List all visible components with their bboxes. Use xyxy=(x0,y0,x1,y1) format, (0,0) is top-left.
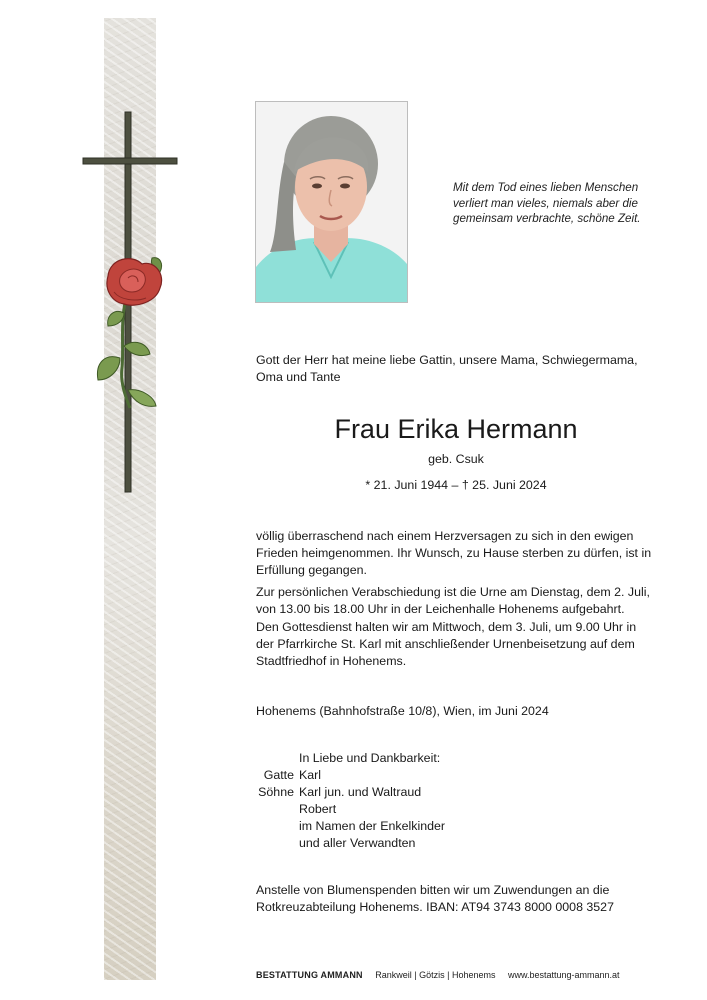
body-line: von 13.00 bis 18.00 Uhr in der Leichenhalle Hohenems aufgebahrt. xyxy=(256,602,625,616)
family-member: Karl jun. und Waltraud xyxy=(299,785,422,799)
portrait-photo xyxy=(255,101,408,303)
quote-line: verliert man vieles, niemals aber die xyxy=(453,196,638,210)
family-role: Gatte xyxy=(263,768,294,782)
family-row xyxy=(256,784,445,801)
memorial-quote xyxy=(453,180,658,227)
family-list xyxy=(256,750,445,852)
family-role: Söhne xyxy=(258,785,294,799)
body-paragraph-1 xyxy=(256,528,656,579)
body-paragraph-2 xyxy=(256,584,656,618)
family-row xyxy=(256,835,445,852)
family-member: im Namen der Enkelkinder xyxy=(299,819,445,833)
family-role xyxy=(256,835,294,852)
body-line: Den Gottesdienst halten wir am Mittwoch, dem 3. Juli, um 9.00 Uhr in xyxy=(256,620,637,634)
family-intro: In Liebe und Dankbarkeit: xyxy=(299,751,441,765)
funeral-home-locations: Rankweil | Götzis | Hohenems xyxy=(375,970,496,980)
place-date xyxy=(256,703,656,720)
family-role xyxy=(256,801,294,818)
body-line: Zur persönlichen Verabschiedung ist die Urne am Dienstag, dem 2. Juli, xyxy=(256,585,650,599)
footer xyxy=(256,970,620,980)
family-row xyxy=(256,818,445,835)
body-line: völlig überraschend nach einem Herzversagen zu sich in den ewigen xyxy=(256,529,634,543)
family-row xyxy=(256,801,445,818)
intro-line: Oma und Tante xyxy=(256,370,341,384)
funeral-home-website[interactable]: www.bestattung-ammann.at xyxy=(508,970,620,980)
family-member: Robert xyxy=(299,802,337,816)
deceased-name: Frau Erika Hermann xyxy=(334,414,578,444)
portrait-illustration xyxy=(256,102,407,302)
body-line: Erfüllung gegangen. xyxy=(256,563,367,577)
rose-bloom xyxy=(107,259,162,306)
body-line: Stadtfriedhof in Hohenems. xyxy=(256,654,407,668)
body-paragraph-3 xyxy=(256,619,656,670)
donation-note xyxy=(256,882,656,916)
family-role xyxy=(256,818,294,835)
family-member: und aller Verwandten xyxy=(299,836,416,850)
place-date-text: Hohenems (Bahnhofstraße 10/8), Wien, im Juni 2024 xyxy=(256,704,549,718)
family-member: Karl xyxy=(299,768,322,782)
donation-line: Rotkreuzabteilung Hohenems. IBAN: AT94 3743 8000 0008 3527 xyxy=(256,900,614,914)
quote-line: Mit dem Tod eines lieben Menschen xyxy=(453,181,639,194)
rose-leaf xyxy=(97,357,120,380)
family-row xyxy=(256,767,445,784)
quote-line: gemeinsam verbrachte, schöne Zeit. xyxy=(453,212,641,225)
body-line: der Pfarrkirche St. Karl mit anschließender Urnenbeisetzung auf dem xyxy=(256,637,635,651)
family-intro-row xyxy=(256,750,445,767)
donation-line: Anstelle von Blumenspenden bitten wir um Zuwendungen an die xyxy=(256,883,610,897)
cross-with-rose-image xyxy=(80,108,180,498)
birth-name: geb. Csuk xyxy=(428,452,484,466)
intro-line: Gott der Herr hat meine liebe Gattin, unsere Mama, Schwiegermama, xyxy=(256,353,638,367)
rose-leaf xyxy=(128,390,156,407)
cross-horizontal-beam xyxy=(83,158,177,164)
intro-text xyxy=(256,352,656,386)
life-dates: * 21. Juni 1944 – † 25. Juni 2024 xyxy=(365,478,547,492)
funeral-home-name: BESTATTUNG AMMANN xyxy=(256,970,363,980)
body-line: Frieden heimgenommen. Ihr Wunsch, zu Hause sterben zu dürfen, ist in xyxy=(256,546,652,560)
